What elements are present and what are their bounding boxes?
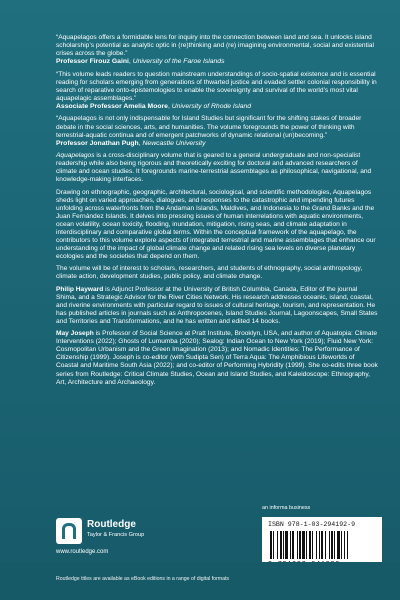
quote-text: “Aquapelagos offers a formidable lens for inquiry into the connection between land and sea. It unlocks island scholarship’s potential as analytic optic in (re)thinking and (re) imagining environmental, social and existential crises across the globe.” xyxy=(56,34,375,58)
quote-gaini xyxy=(56,34,378,67)
quote-author: Professor Firouz Gaini xyxy=(56,58,129,66)
quote-pugh xyxy=(56,115,378,148)
quote-attribution: Professor Firouz Gaini, University of the Faroe Islands xyxy=(56,58,225,66)
description-text: is a cross-disciplinary volume that is geared to a general undergraduate and non-specialist readership while also being rigorous and theoretically exciting for doctoral and advanced researchers of climate and ocean studies. It foregrounds marine-terrestrial assemblages as philosophical, navigational, and knowledge-making interfaces. xyxy=(56,152,372,184)
publisher-group: Taylor & Francis Group xyxy=(87,532,145,538)
publisher-url: www.routledge.com xyxy=(56,549,109,555)
informa-brand: an informa business xyxy=(262,505,311,511)
quote-text: “This volume leads readers to question mainstream understandings of socio-spatial existence and is essential reading for scholars emerging from generations of thwarted justice and evaded settler colonial responsibility in search of reparative onto-epistemologies to enable the sovereignty and survival of the world’s most vital aquapelagic assemblages.” xyxy=(56,70,377,102)
bio-name: May Joseph xyxy=(56,330,94,338)
bio-text: is Adjunct Professor at the University of British Columbia, Canada, Editor of the journal Shima, and a Strategic Advisor for the River Cities Network. His research addresses oceanic, island, coastal, and riverine environments with particular regard to issues of cultural heritage, tourism, and representation. He has published articles in journals such as Anthropocenes, Island Studies Journal, Lagoonscapes, Small States and Territories and Transformations, and he has written and edited 14 books. xyxy=(56,285,378,325)
publisher-name: Routledge xyxy=(87,519,136,530)
text-column xyxy=(56,34,378,391)
book-title: Aquapelagos xyxy=(56,152,95,160)
description-paragraph-2: Drawing on ethnographic, geographic, architectural, sociological, and scientific methodologies, Aquapelagos sheds light on varied approaches, dialogues, and responses to the catastrophic and impending futures unfolding across waterfronts from the Andaman Islands, Maldives, and Indonesia to the Grand Banks and the Juan Fernández Islands. It delves into pressing issues of human interrelations with aquatic environments, ocean volatility, ocean toxicity, flooding, inundation, mitigation, rising seas, and climate adaptation in interdisciplinary and comparative global terms. Within the conceptual framework of the aquapelago, the contributors to this volume explore aspects of integrated terrestrial and marine assemblages that enhance our understanding of the impact of global climate change and related rising sea levels on diverse planetary ecologies and the societies that depend on them. xyxy=(56,188,376,261)
description-paragraph-3: The volume will be of interest to scholars, researchers, and students of ethnography, social anthropology, climate action, development studies, public policy, and climate change. xyxy=(56,265,363,281)
ebook-note: Routledge titles are available as eBook editions in a range of digital formats xyxy=(56,576,230,582)
description-paragraph-1 xyxy=(56,152,378,184)
barcode-icon xyxy=(270,531,374,559)
quote-attribution: Associate Professor Amelia Moore, University of Rhode Island xyxy=(56,103,252,111)
publisher-logo xyxy=(56,516,196,556)
quote-text: “Aquapelagos is not only indispensable for Island Studies but significant for the shifting stakes of broader debate in the social sciences, arts, and humanities. The volume foregrounds the power of thinking with terrestrial-aquatic continua and of emergent patchworks of dynamic relational (un)becoming.” xyxy=(56,115,362,139)
bio-name: Philip Hayward xyxy=(56,285,104,293)
quote-moore xyxy=(56,71,378,112)
quote-affiliation: University of the Faroe Islands xyxy=(132,58,225,66)
bio-text: is Professor of Social Science at Pratt Institute, Brooklyn, USA, and author of Aquatopia: Climate Interventions (2022); Ghosts of Lumumba (2020); Sealog: Indian Ocean to New York (2019); Fluid New York: Cosmopolitan Urbanism and the Green Imagination (2013); and Nomadic Identities: The Performance of Citizenship (1999). Joseph is co-editor (with Sudipta Sen) of Terra Aqua: The Amphibious Lifeworlds of Coastal and Maritime South Asia (2022); and co-editor of Performing Hybridity (1999). She co-edits three book series from Routledge: Critical Climate Studies, Ocean and Island Studies, and Kaleidoscope: Ethnography, Art, Architecture and Archaeology. xyxy=(56,330,378,386)
isbn-label: ISBN 978-1-03-294192-9 xyxy=(268,521,356,528)
quote-author: Professor Jonathan Pugh xyxy=(56,139,139,147)
quote-author: Associate Professor Amelia Moore xyxy=(56,103,168,111)
bio-hayward xyxy=(56,286,378,326)
routledge-logo-icon xyxy=(56,518,82,544)
quote-attribution: Professor Jonathan Pugh, Newcastle University xyxy=(56,139,206,147)
quote-affiliation: Newcastle University xyxy=(142,139,206,147)
quote-affiliation: University of Rhode Island xyxy=(171,103,252,111)
bio-joseph xyxy=(56,330,378,387)
